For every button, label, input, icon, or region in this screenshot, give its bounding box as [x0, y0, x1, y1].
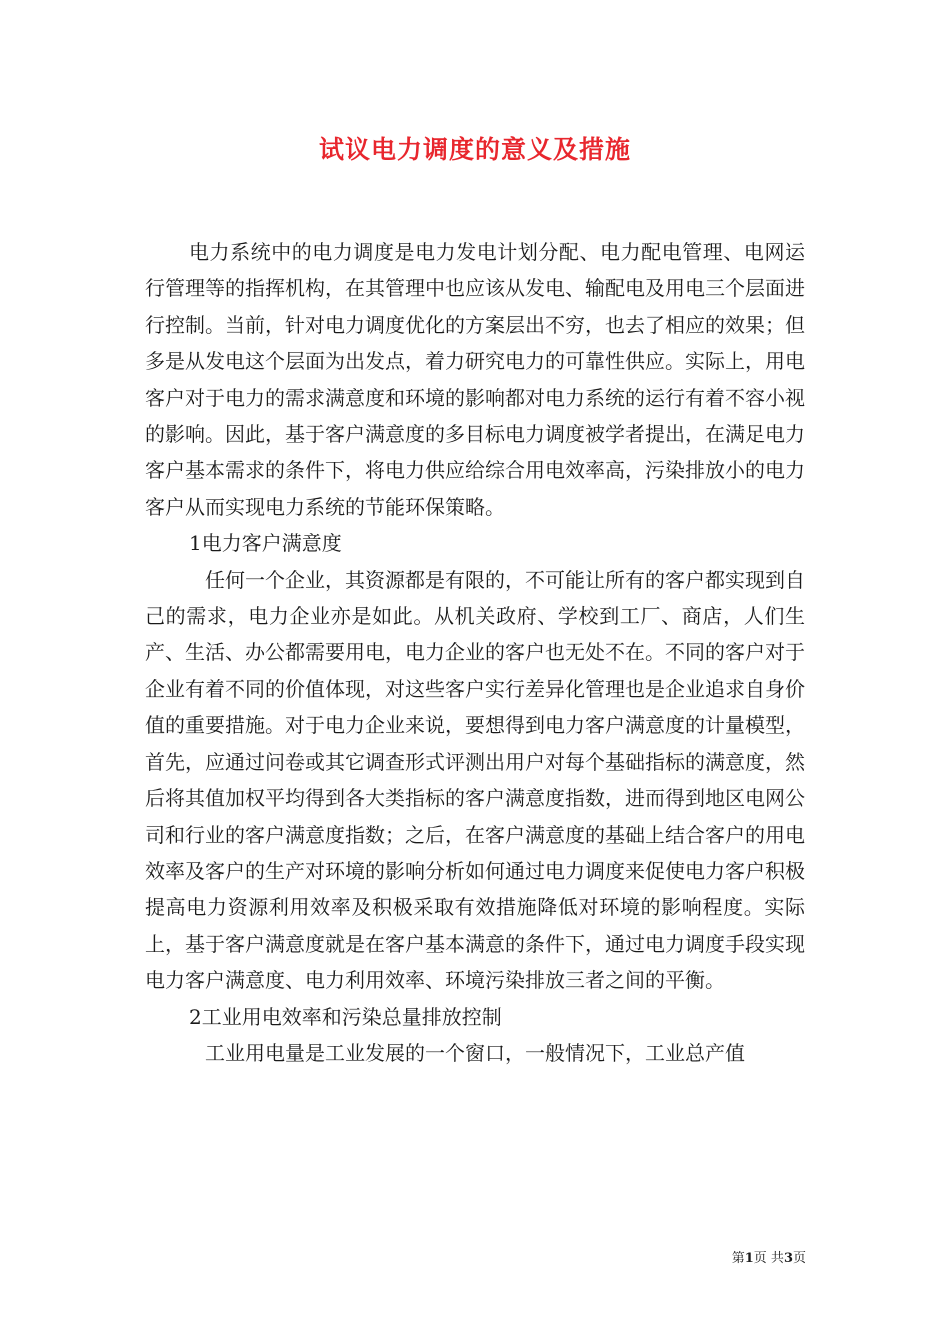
footer-current-page: 1 [744, 1251, 754, 1266]
section-2-paragraph: 工业用电量是工业发展的一个窗口，一般情况下，工业总产值 [205, 1040, 745, 1065]
intro-paragraph: 电力系统中的电力调度是电力发电计划分配、电力配电管理、电网运行管理等的指挥机构，在其管理中也应该从发电、输配电及用电三个层面进行控制。当前，针对电力调度优化的方案层出不穷，也去了相应的效果；但多是从发电这个层面为出发点，着力研究电力的可靠性供应。实际上，用电客户对于电力的需求满意度和环境的影响都对电力系统的运行有着不容小视的影响。因此，基于客户满意度的多目标电力调度被学者提出，在满足电力客户基本需求的条件下，将电力供应给综合用电效率高，污染排放小的电力客户从而实现电力系统的节能环保策略。 [145, 240, 805, 519]
document-body [145, 234, 805, 1071]
footer-middle: 页 共 [753, 1251, 784, 1266]
section-heading-1: 1电力客户满意度 [189, 531, 342, 556]
page-title: 试议电力调度的意义及措施 [318, 135, 631, 164]
section-1-paragraph: 任何一个企业，其资源都是有限的，不可能让所有的客户都实现到自己的需求，电力企业亦是如此。从机关政府、学校到工厂、商店，人们生产、生活、办公都需要用电，电力企业的客户也无处不在。不同的客户对于企业有着不同的价值体现，对这些客户实行差异化管理也是企业追求自身价值的重要措施。对于电力企业来说，要想得到电力客户满意度的计量模型，首先，应通过问卷或其它调查形式评测出用户对每个基础指标的满意度，然后将其值加权平均得到各大类指标的客户满意度指数，进而得到地区电网公司和行业的客户满意度指数；之后，在客户满意度的基础上结合客户的用电效率及客户的生产对环境的影响分析如何通过电力调度来促使电力客户积极提高电力资源利用效率及积极采取有效措施降低对环境的影响程度。实际上，基于客户满意度就是在客户基本满意的条件下，通过电力调度手段实现电力客户满意度、电力利用效率、环境污染排放三者之间的平衡。 [145, 567, 805, 993]
section-heading-2: 2工业用电效率和污染总量排放控制 [189, 1004, 502, 1029]
footer-total-pages: 3 [783, 1251, 793, 1266]
page-footer [732, 1247, 806, 1266]
footer-prefix: 第 [731, 1251, 745, 1266]
footer-suffix: 页 [792, 1251, 806, 1266]
